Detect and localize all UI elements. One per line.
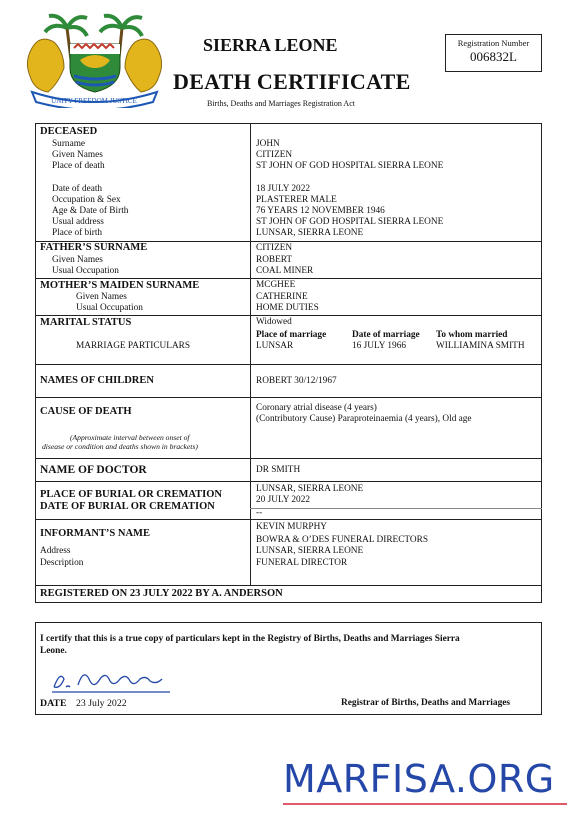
label-informant-description: Description xyxy=(40,558,84,568)
cause-note-line2: disease or condition and deaths shown in brackets) xyxy=(42,442,198,451)
label-surname: Surname xyxy=(52,139,86,149)
label-given-names: Given Names xyxy=(52,150,103,160)
certify-date: 23 July 2022 xyxy=(76,698,127,709)
value-surname: JOHN xyxy=(256,139,280,149)
watermark-underline xyxy=(283,803,567,805)
column-divider xyxy=(250,123,251,585)
value-burial-dash: -- xyxy=(256,508,263,518)
label-mother-given-names: Given Names xyxy=(76,292,127,302)
document-title: DEATH CERTIFICATE xyxy=(173,69,411,94)
coat-of-arms-logo xyxy=(22,8,167,108)
registrar-title: Registrar of Births, Deaths and Marriages xyxy=(341,698,511,708)
value-marital-status: Widowed xyxy=(256,317,292,327)
value-father-occupation: COAL MINER xyxy=(256,266,314,276)
value-mother-given-names: CATHERINE xyxy=(256,292,308,302)
informant-heading: INFORMANT’S NAME xyxy=(40,528,150,539)
value-to-whom-married: WILLIAMINA SMITH xyxy=(436,341,525,351)
value-mother-surname: MCGHEE xyxy=(256,280,296,290)
value-age-dob: 76 YEARS 12 NOVEMBER 1946 xyxy=(256,206,385,216)
registrar-signature xyxy=(48,665,178,695)
value-informant-company: BOWRA & O’DES FUNERAL DIRECTORS xyxy=(256,535,429,545)
value-informant-name: KEVIN MURPHY xyxy=(256,522,328,532)
col-to-whom-married: To whom married xyxy=(436,330,508,340)
burial-place-heading: PLACE OF BURIAL OR CREMATION xyxy=(40,489,223,500)
row-divider xyxy=(35,397,542,398)
act-subtitle: Births, Deaths and Marriages Registration Act xyxy=(207,99,355,108)
label-age-dob: Age & Date of Birth xyxy=(52,206,129,216)
row-divider xyxy=(35,458,542,459)
registration-number: 006832L xyxy=(470,49,517,64)
value-father-given-names: ROBERT xyxy=(256,255,293,265)
registration-number-box xyxy=(445,34,542,72)
deceased-heading: DECEASED xyxy=(40,126,98,137)
col-date-of-marriage: Date of marriage xyxy=(352,330,420,340)
label-usual-address: Usual address xyxy=(52,217,104,227)
label-father-given-names: Given Names xyxy=(52,255,103,265)
registration-label: Registration Number xyxy=(457,38,530,48)
svg-text:UNITY FREEDOM JUSTICE: UNITY FREEDOM JUSTICE xyxy=(51,97,137,105)
value-date-of-death: 18 JULY 2022 xyxy=(256,184,310,194)
marriage-particulars-label: MARRIAGE PARTICULARS xyxy=(76,341,191,351)
cause-note-line1: (Approximate interval between onset of xyxy=(70,433,190,442)
value-cause-line1: Coronary atrial disease (4 years) xyxy=(256,403,377,413)
value-place-of-death: ST JOHN OF GOD HOSPITAL SIERRA LEONE xyxy=(256,161,444,171)
row-divider xyxy=(35,364,542,365)
value-father-surname: CITIZEN xyxy=(256,243,293,253)
value-children: ROBERT 30/12/1967 xyxy=(256,376,337,386)
row-divider xyxy=(35,585,542,586)
value-usual-address: ST JOHN OF GOD HOSPITAL SIERRA LEONE xyxy=(256,217,444,227)
row-divider xyxy=(35,519,542,520)
value-informant-address: LUNSAR, SIERRA LEONE xyxy=(256,546,364,556)
value-doctor: DR SMITH xyxy=(256,465,301,475)
certify-line2: Leone. xyxy=(40,646,67,656)
country-title: SIERRA LEONE xyxy=(203,35,338,55)
doctor-heading: NAME OF DOCTOR xyxy=(40,464,147,476)
cause-heading: CAUSE OF DEATH xyxy=(40,406,132,417)
thin-divider xyxy=(250,508,542,509)
value-burial-date: 20 JULY 2022 xyxy=(256,495,310,505)
value-informant-description: FUNERAL DIRECTOR xyxy=(256,558,348,568)
value-place-of-birth: LUNSAR, SIERRA LEONE xyxy=(256,228,364,238)
value-given-names: CITIZEN xyxy=(256,150,293,160)
label-place-of-birth: Place of birth xyxy=(52,228,103,238)
date-label: DATE xyxy=(40,698,67,709)
burial-date-heading: DATE OF BURIAL OR CREMATION xyxy=(40,501,215,512)
mother-heading: MOTHER’S MAIDEN SURNAME xyxy=(40,280,200,291)
label-place-of-death: Place of death xyxy=(52,161,105,171)
certify-line1: I certify that this is a true copy of particulars kept in the Registry of Births, Deaths and Marriages Sierra xyxy=(40,634,460,644)
value-place-of-marriage: LUNSAR xyxy=(256,341,294,351)
label-occupation-sex: Occupation & Sex xyxy=(52,195,121,205)
row-divider xyxy=(35,481,542,482)
registered-line: REGISTERED ON 23 JULY 2022 BY A. ANDERSON xyxy=(40,588,283,599)
label-date-of-death: Date of death xyxy=(52,184,103,194)
label-father-occupation: Usual Occupation xyxy=(52,266,119,276)
label-mother-occupation: Usual Occupation xyxy=(76,303,143,313)
children-heading: NAMES OF CHILDREN xyxy=(40,375,154,386)
value-occupation-sex: PLASTERER MALE xyxy=(256,195,337,205)
value-mother-occupation: HOME DUTIES xyxy=(256,303,319,313)
label-informant-address: Address xyxy=(40,546,71,556)
watermark-text: MARFISA.ORG xyxy=(283,757,555,801)
row-divider xyxy=(35,278,542,279)
value-date-of-marriage: 16 JULY 1966 xyxy=(352,341,406,351)
marital-heading: MARITAL STATUS xyxy=(40,317,132,328)
father-heading: FATHER’S SURNAME xyxy=(40,242,148,253)
value-cause-line2: (Contributory Cause) Paraproteinaemia (4 years), Old age xyxy=(256,414,472,424)
value-burial-place: LUNSAR, SIERRA LEONE xyxy=(256,484,364,494)
col-place-of-marriage: Place of marriage xyxy=(256,330,327,340)
row-divider xyxy=(35,315,542,316)
